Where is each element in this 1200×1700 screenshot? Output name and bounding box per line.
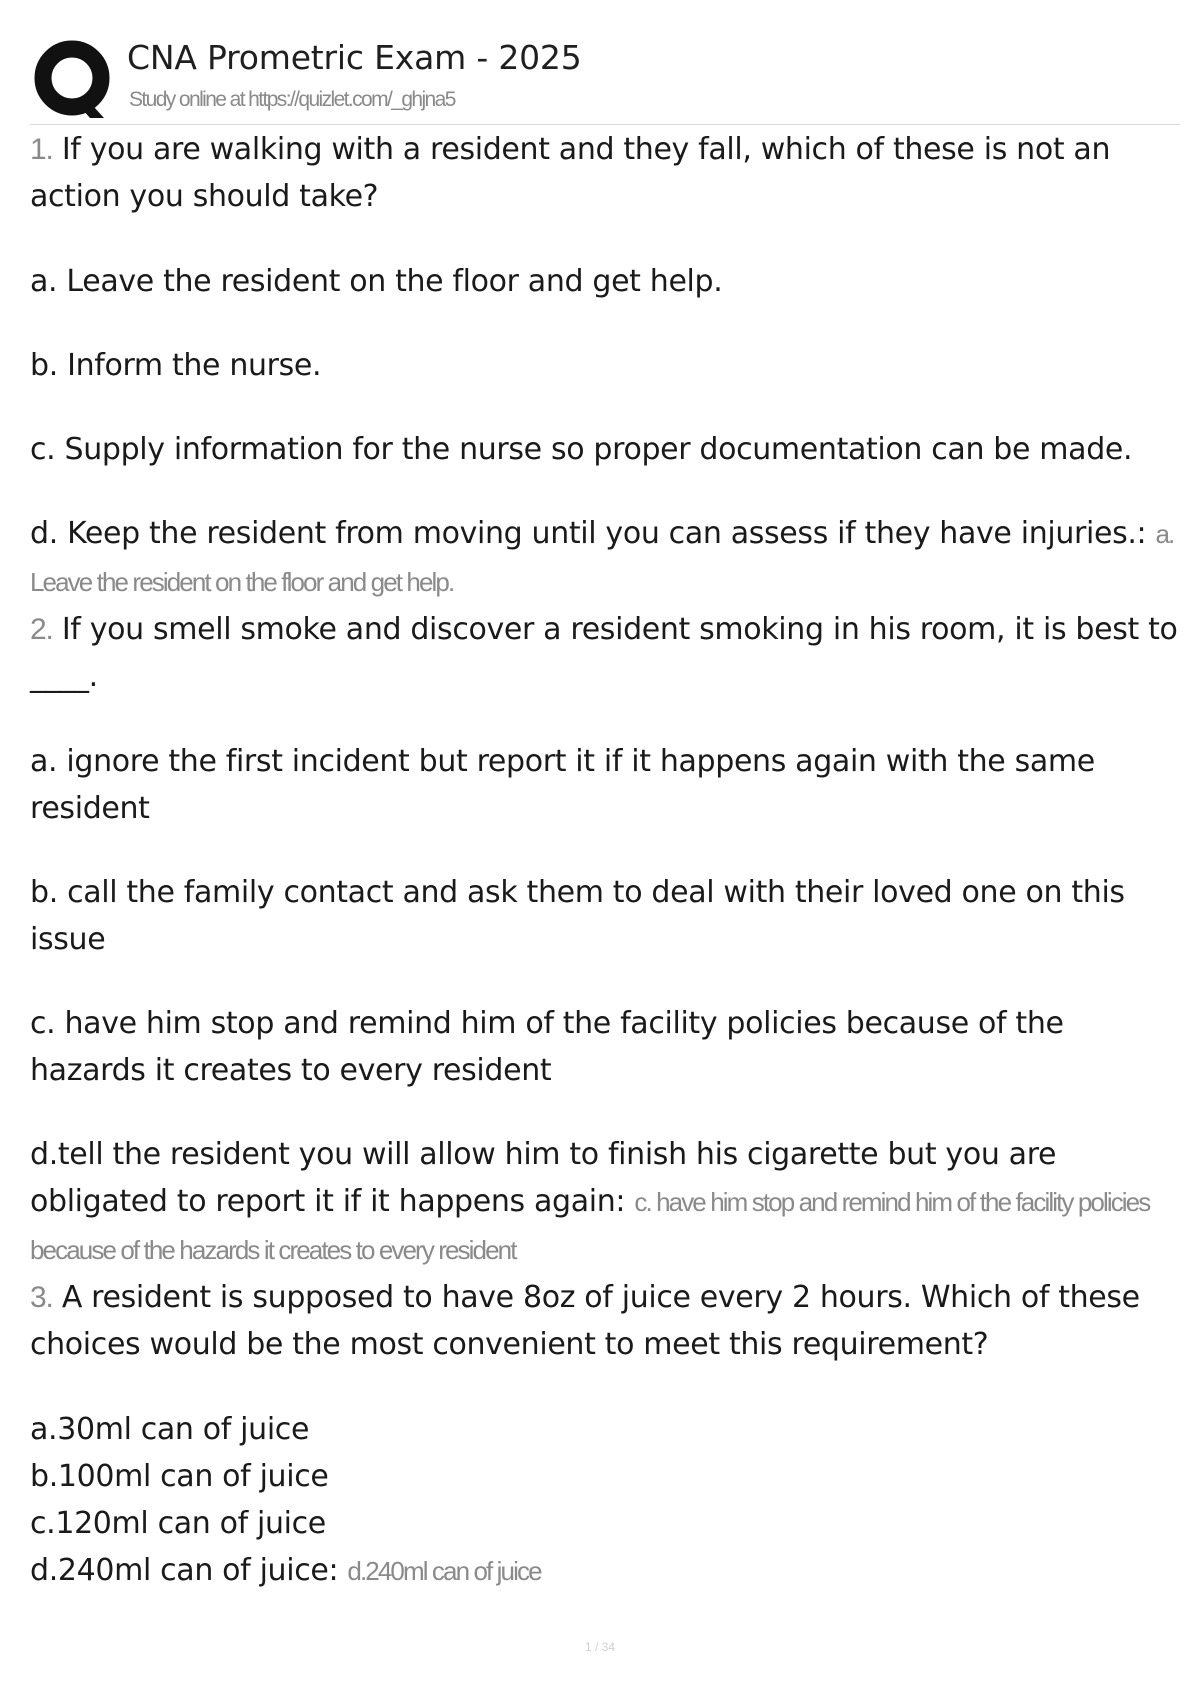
document-title: CNA Prometric Exam - 2025 <box>127 38 582 77</box>
option-b: b. Inform the nurse. <box>30 348 322 383</box>
option-d: d.tell the resident you will allow him to finish his cigarette but you are obligated to report it if it happens again: c. have him stop and remind him of the facility policies because of the hazards it creates to every resident <box>30 1137 1150 1265</box>
question-text: 2. If you smell smoke and discover a resident smoking in his room, it is best to ____. <box>30 612 1178 694</box>
option-c: c.120ml can of juice <box>30 1506 326 1541</box>
study-online-link[interactable]: Study online at https://quizlet.com/_ghjna5 <box>129 88 455 111</box>
question-number: 1. <box>30 133 53 166</box>
option-d: d.240ml can of juice: d.240ml can of juice <box>30 1553 541 1588</box>
quizlet-q-logo-icon <box>32 38 122 128</box>
option-a: a. ignore the first incident but report it if it happens again with the same resident <box>30 744 1095 826</box>
document-header <box>30 28 1180 125</box>
option-b: b. call the family contact and ask them to deal with their loved one on this issue <box>30 875 1125 957</box>
question-list <box>30 126 1182 1595</box>
option-c: c. Supply information for the nurse so proper documentation can be made. <box>30 432 1133 467</box>
page-number: 1 / 34 <box>584 1640 616 1654</box>
question-3 <box>30 1274 1182 1595</box>
option-d: d. Keep the resident from moving until you can assess if they have injuries.: a. Leave the resident on the floor and get help. <box>30 516 1174 597</box>
question-1 <box>30 126 1182 606</box>
option-a: a. Leave the resident on the floor and get help. <box>30 264 723 299</box>
answer-text: c. have him stop and remind him of the facility policies because of the hazards it creates to every resident <box>30 1187 1150 1265</box>
question-text: 1. If you are walking with a resident and they fall, which of these is not an action you should take? <box>30 132 1111 214</box>
option-b: b.100ml can of juice <box>30 1459 329 1494</box>
answer-text: a. Leave the resident on the floor and get help. <box>30 519 1174 597</box>
option-c: c. have him stop and remind him of the facility policies because of the hazards it creates to every resident <box>30 1006 1064 1088</box>
question-number: 2. <box>30 613 53 646</box>
question-text: 3. A resident is supposed to have 8oz of juice every 2 hours. Which of these choices would be the most convenient to meet this requirement? <box>30 1280 1140 1362</box>
answer-text: d.240ml can of juice <box>347 1556 541 1586</box>
question-2 <box>30 606 1182 1274</box>
question-number: 3. <box>30 1281 53 1314</box>
option-a: a.30ml can of juice <box>30 1412 310 1447</box>
